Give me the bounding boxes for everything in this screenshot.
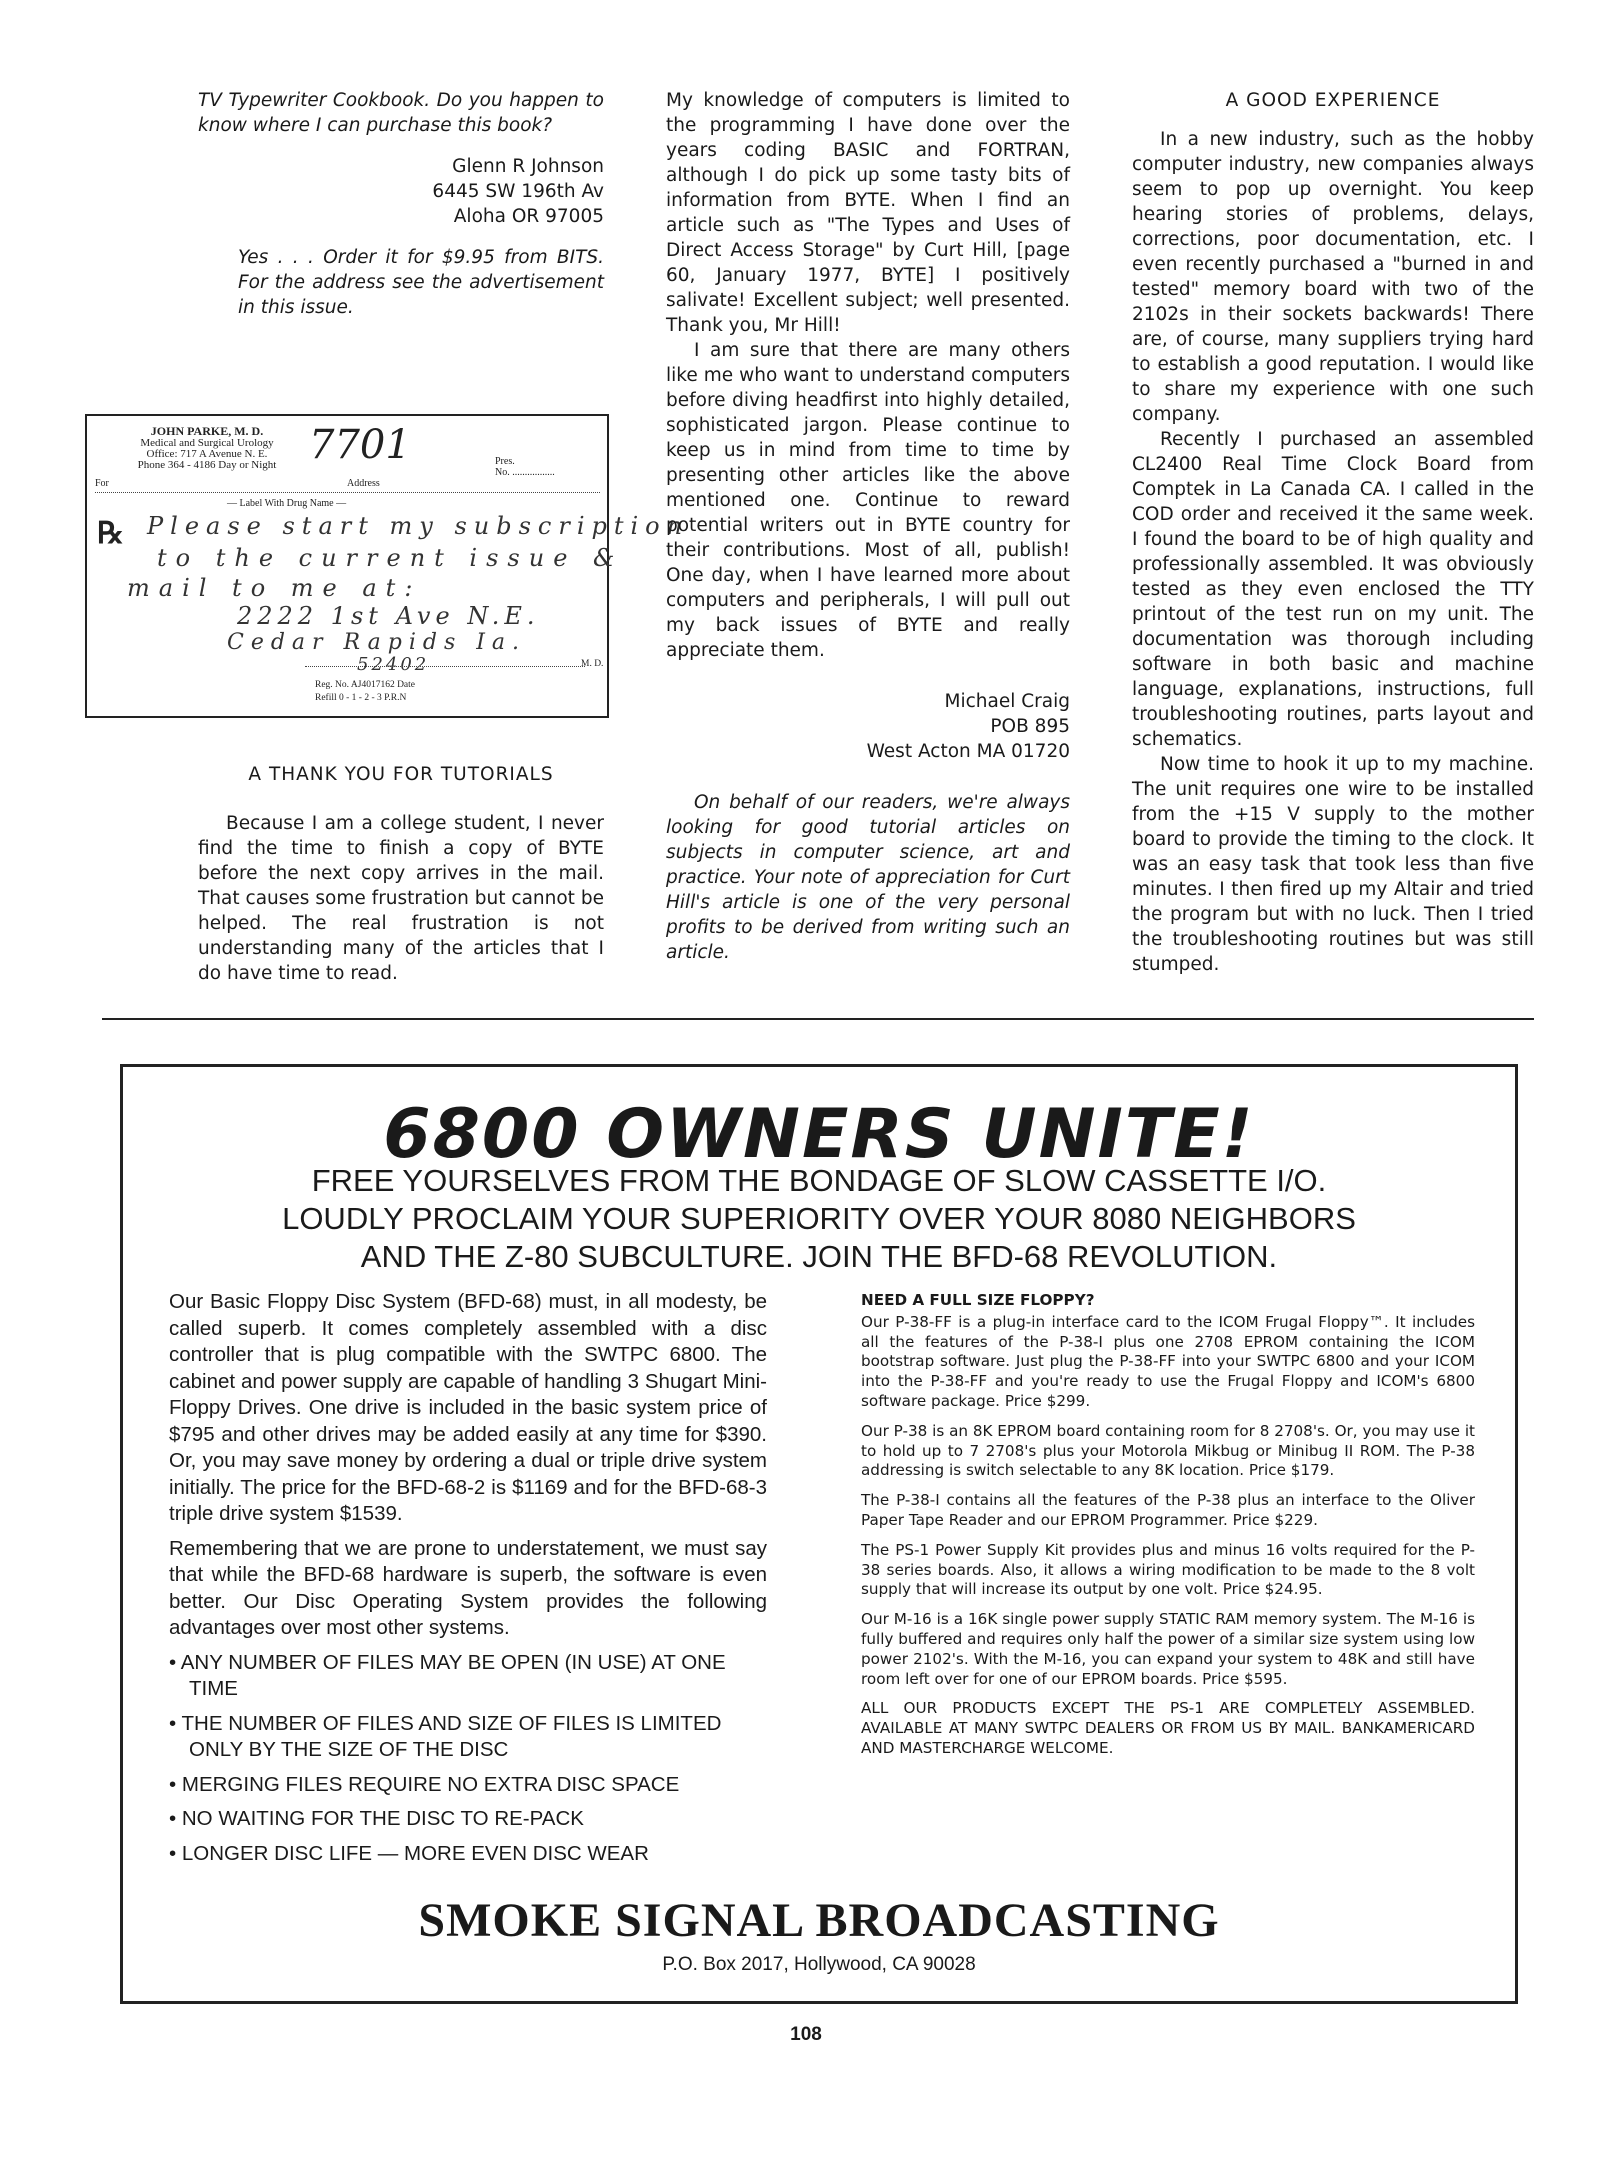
letter-paragraph: My knowledge of computers is limited to the programming I have done over the years coding BASIC and FORTRAN, although I do pick up some tasty bits of information from BYTE. When I find an article such as "The Types and Uses of Direct Access Storage" by Curt Hill, [page 60, January 1977, BYTE] I positively salivate! Excellent subject; well presented. Thank you, Mr Hill!	[666, 90, 1070, 336]
ad-paragraph: The P-38-I contains all the features of the P-38 plus an interface to the Oliver Paper Tape Reader and our EPROM Programmer. Price $229.	[861, 1491, 1475, 1529]
prescription-slip	[85, 414, 690, 718]
signature-box: POB 895	[990, 716, 1070, 737]
feature-bullet: • ANY NUMBER OF FILES MAY BE OPEN (IN USE) AT ONE TIME	[169, 1650, 726, 1700]
ad-paragraph: ALL OUR PRODUCTS EXCEPT THE PS-1 ARE COMPLETELY ASSEMBLED. AVAILABLE AT MANY SWTPC DEALERS OR FROM US BY MAIL. BANKAMERICARD AND MASTERCHARGE WELCOME.	[861, 1699, 1475, 1757]
refill-line: Refill 0 - 1 - 2 - 3 P.R.N	[315, 693, 407, 703]
address-label: Address	[347, 478, 380, 489]
ad-paragraph: The PS-1 Power Supply Kit provides plus and minus 16 volts required for the P-38 series boards. Also, it allows a wiring modification to be made to the 8 volt supply that will increase its output by one volt. Price $24.95.	[861, 1540, 1475, 1599]
ad-paragraph: Our Basic Floppy Disc System (BFD-68) must, in all modesty, be called superb. It comes completely assembled with a disc controller that is plug compatible with the SWTPC 6800. The cabinet and power supply are capable of handling 3 Shugart Mini-Floppy Drives. One drive is included in the basic system price of $795 and other drives may be added easily at any time for $390. Or, you may save money by ordering a dual or triple drive system initially. The price for the BFD-68-2 is $1169 and for the BFD-68-3 triple drive system $1539.	[169, 1290, 767, 1525]
ad-title: 6800 OWNERS UNITE!	[383, 1095, 1255, 1174]
heading-thank-you: A THANK YOU FOR TUTORIALS	[248, 764, 554, 785]
ad-subtitle: FREE YOURSELVES FROM THE BONDAGE OF SLOW CASSETTE I/O.	[311, 1163, 1327, 1198]
ad-paragraph: Our P-38 is an 8K EPROM board containing room for 8 2708's. Or, you may use it to hold up to 7 2708's plus your Motorola Mikbug or Minibug II ROM. The P-38 addressing is switch selectable to any 8K location. Price $179.	[861, 1421, 1475, 1480]
column-left	[198, 88, 604, 320]
letter-signature	[666, 689, 1070, 764]
md-line	[305, 666, 585, 667]
feature-bullet: • THE NUMBER OF FILES AND SIZE OF FILES IS LIMITED ONLY BY THE SIZE OF THE DISC	[169, 1711, 722, 1761]
md-label: M. D.	[581, 659, 604, 669]
reg-number: Reg. No. AJ4017162 Date	[315, 680, 416, 690]
feature-bullet: • MERGING FILES REQUIRE NO EXTRA DISC SPACE	[169, 1772, 680, 1796]
drug-label: — Label With Drug Name —	[227, 498, 347, 509]
feature-bullet: • LONGER DISC LIFE — MORE EVEN DISC WEAR	[169, 1841, 649, 1865]
doctor-phone: Phone 364 - 4186 Day or Night	[137, 459, 277, 471]
editor-reply: On behalf of our readers, we're always looking for good tutorial articles on subjects in computer science, art and practice. Your note of appreciation for Curt Hill's article is one of the very personal profits to be derived from writing such an article.	[666, 792, 1070, 963]
pres-label: Pres.	[495, 456, 515, 467]
doctor-specialty: Medical and Surgical Urology	[140, 437, 274, 449]
ad-subtitle: LOUDLY PROCLAIM YOUR SUPERIORITY OVER YOUR 8080 NEIGHBORS	[282, 1201, 1356, 1236]
ad-brand: SMOKE SIGNAL BROADCASTING	[418, 1894, 1220, 1947]
ad-paragraph: Our M-16 is a 16K single power supply STATIC RAM memory system. The M-16 is fully buffered and requires only half the power of a similar size system using low power 2102's. With the M-16, you can expand your system to 48K and still have room left over for one of our EPROM boards. Price $595.	[861, 1610, 1475, 1688]
letter-paragraph: Recently I purchased an assembled CL2400 Real Time Clock Board from Comptek in La Canada CA. I called in the COD order and received it the same week. I found the board to be of high quality and professionally assembled. It was obviously tested as they even enclosed the TTY printout of the test run on my unit. The documentation was thorough including software in both basic and machine language, explanations, instructions, full troubleshooting routines, parts layout and schematics.	[1132, 429, 1534, 750]
feature-bullet: • NO WAITING FOR THE DISC TO RE-PACK	[169, 1807, 584, 1830]
letter-paragraph: In a new industry, such as the hobby computer industry, new companies always seem to pop up overnight. You keep hearing stories of problems, delays, corrections, poor documentation, etc. I even recently purchased a "burned in and tested" memory board with two of the 2102s in their sockets backwards! There are, of course, many suppliers trying hard to establish a good reputation. I would like to share my experience with one such company.	[1132, 129, 1534, 425]
handwritten-line: 2222 1st Ave N.E.	[237, 602, 540, 630]
doctor-name: JOHN PARKE, M. D.	[150, 424, 264, 438]
ad-paragraph: Our P-38-FF is a plug-in interface card to the ICOM Frugal Floppy™. It includes all the features of the P-38-I plus one 2708 EPROM containing the ICOM bootstrap software. Just plug the P-38-FF into your SWTPC 6800 and your ICOM into the P-38-FF and you're ready to use the Frugal Floppy and ICOM's 6800 software package. Price $299.	[861, 1312, 1475, 1410]
ad-right-column	[861, 1291, 1475, 1769]
handwritten-line: to the current issue &	[157, 544, 624, 572]
doctor-header	[107, 426, 307, 471]
handwritten-line: mail to me at:	[127, 574, 422, 602]
letter-paragraph: I am sure that there are many others like me who want to understand computers before diving headfirst into highly detailed, sophisticated jargon. Please continue to keep us in mind from time to time by presenting other articles like the above mentioned one. Continue to reward potential writers out in BYTE country for their contributions. Most of all, publish! One day, when I have learned more about computers and peripherals, I will pull out my back issues of BYTE and really appreciate them.	[666, 340, 1070, 661]
handwritten-line: Cedar Rapids Ia.	[227, 630, 527, 655]
signature-name: Michael Craig	[944, 691, 1070, 712]
pres-no-labels: Pres. No. .................	[495, 456, 555, 478]
letter-paragraph: Now time to hook it up to my machine. The unit requires one wire to be installed from the +15 V supply to the mother board to provide the timing to the clock. It was an easy task that took less than five minutes. I then fired up my Altair and tried the program but with no luck. Then I tried the troubleshooting routines but was still stumped.	[1132, 754, 1534, 975]
column-right	[1132, 88, 1534, 977]
signature-street: 6445 SW 196th Av	[432, 181, 604, 202]
signature-name: Glenn R Johnson	[452, 156, 604, 177]
ad-left-column	[169, 1289, 767, 1875]
editor-reply: Yes . . . Order it for $9.95 from BITS. For the address see the advertisement in this issue.	[238, 247, 604, 318]
ad-subtitle: AND THE Z-80 SUBCULTURE. JOIN THE BFD-68 REVOLUTION.	[360, 1239, 1278, 1274]
handwritten-line: 52402	[357, 654, 430, 675]
for-address-line	[95, 492, 600, 493]
ad-address: P.O. Box 2017, Hollywood, CA 90028	[662, 1954, 976, 1975]
doctor-office: Office: 717 A Avenue N. E.	[146, 448, 268, 460]
handwritten-line: Please start my subscription	[147, 512, 690, 540]
ad-right-heading: NEED A FULL SIZE FLOPPY?	[861, 1291, 1095, 1309]
handwritten-number: 7701	[309, 422, 411, 468]
ad-paragraph: Remembering that we are prone to understatement, we must say that while the BFD-68 hardware is superb, the software is even better. Our Disc Operating System provides the following advantages over most other systems.	[169, 1536, 767, 1639]
letter-paragraph: Because I am a college student, I never find the time to finish a copy of BYTE before the next copy arrives in the mail. That causes some frustration but cannot be helped. The real frustration is not understanding many of the articles that I do have time to read.	[198, 813, 604, 984]
for-label: For	[95, 478, 109, 489]
section-divider	[102, 1018, 1534, 1020]
column-middle	[666, 88, 1070, 965]
page-number: 108	[790, 2024, 822, 2045]
letter-intro: TV Typewriter Cookbook. Do you happen to know where I can purchase this book?	[198, 90, 604, 136]
letter-tutorials-left	[198, 762, 604, 986]
signature-city: Aloha OR 97005	[453, 206, 604, 227]
heading-good-experience: A GOOD EXPERIENCE	[1225, 90, 1441, 111]
signature-city: West Acton MA 01720	[866, 741, 1070, 762]
rx-symbol: ℞	[97, 517, 124, 550]
no-label: No.	[495, 467, 510, 478]
advertisement	[120, 1064, 1518, 2004]
letter-signature	[198, 154, 604, 229]
